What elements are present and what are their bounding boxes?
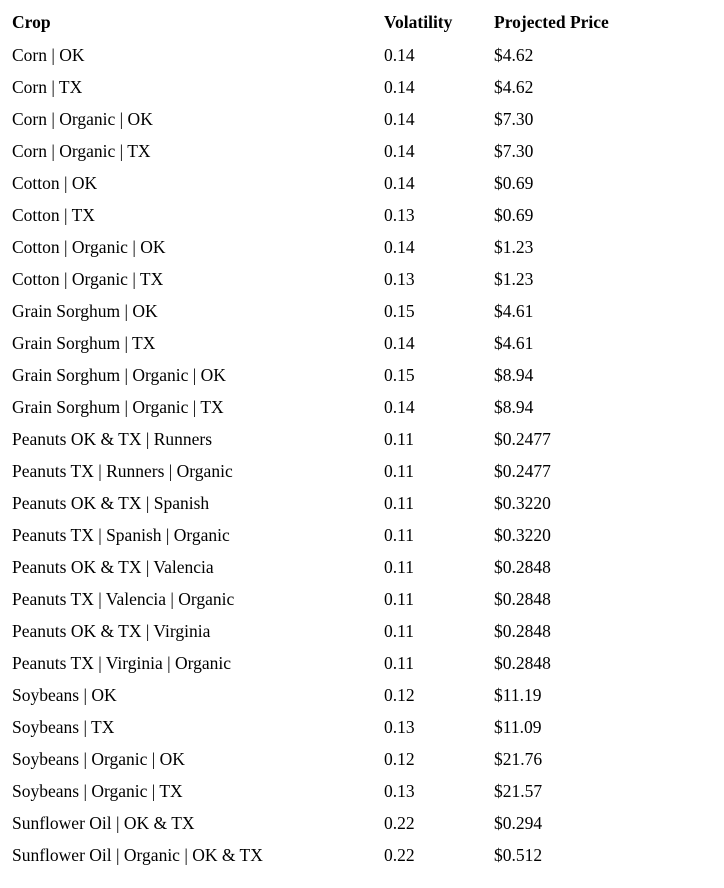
cell-volatility: 0.13 xyxy=(384,205,415,225)
table-row xyxy=(0,231,724,263)
crop-volatility-table xyxy=(0,6,724,871)
cell-volatility: 0.11 xyxy=(384,653,414,673)
column-header-volatility: Volatility xyxy=(384,12,453,32)
cell-projected-price: $8.94 xyxy=(494,397,534,417)
cell-crop: Grain Sorghum | Organic | OK xyxy=(12,365,226,385)
cell-volatility: 0.14 xyxy=(384,397,415,417)
table-row xyxy=(0,551,724,583)
table-row xyxy=(0,839,724,871)
cell-projected-price: $11.19 xyxy=(494,685,542,705)
table-header-row xyxy=(0,6,724,39)
cell-volatility: 0.14 xyxy=(384,333,415,353)
cell-crop: Cotton | Organic | TX xyxy=(12,269,164,289)
cell-projected-price: $4.62 xyxy=(494,45,534,65)
cell-projected-price: $0.294 xyxy=(494,813,543,833)
cell-projected-price: $0.512 xyxy=(494,845,543,865)
cell-volatility: 0.11 xyxy=(384,493,414,513)
table-row xyxy=(0,167,724,199)
cell-crop: Peanuts OK & TX | Valencia xyxy=(12,557,214,577)
table-row xyxy=(0,103,724,135)
cell-volatility: 0.13 xyxy=(384,781,415,801)
table-row xyxy=(0,135,724,167)
table-row xyxy=(0,519,724,551)
cell-crop: Sunflower Oil | OK & TX xyxy=(12,813,195,833)
cell-projected-price: $0.3220 xyxy=(494,525,551,545)
table-row xyxy=(0,327,724,359)
cell-crop: Peanuts TX | Virginia | Organic xyxy=(12,653,232,673)
cell-projected-price: $1.23 xyxy=(494,237,534,257)
cell-projected-price: $0.2848 xyxy=(494,589,551,609)
cell-projected-price: $7.30 xyxy=(494,109,534,129)
cell-crop: Peanuts OK & TX | Virginia xyxy=(12,621,211,641)
table-row xyxy=(0,295,724,327)
table-row xyxy=(0,39,724,71)
column-header-crop: Crop xyxy=(12,12,51,32)
cell-crop: Grain Sorghum | TX xyxy=(12,333,156,353)
cell-volatility: 0.11 xyxy=(384,525,414,545)
table-row xyxy=(0,487,724,519)
cell-volatility: 0.11 xyxy=(384,621,414,641)
cell-volatility: 0.14 xyxy=(384,173,415,193)
cell-projected-price: $8.94 xyxy=(494,365,534,385)
cell-volatility: 0.11 xyxy=(384,461,414,481)
cell-crop: Cotton | OK xyxy=(12,173,98,193)
cell-crop: Corn | TX xyxy=(12,77,83,97)
table-body xyxy=(0,39,724,871)
table-row xyxy=(0,423,724,455)
cell-volatility: 0.11 xyxy=(384,589,414,609)
cell-volatility: 0.14 xyxy=(384,45,415,65)
cell-volatility: 0.22 xyxy=(384,813,415,833)
cell-volatility: 0.14 xyxy=(384,237,415,257)
cell-projected-price: $21.76 xyxy=(494,749,543,769)
cell-projected-price: $0.2848 xyxy=(494,557,551,577)
cell-projected-price: $0.2848 xyxy=(494,621,551,641)
column-header-projected-price: Projected Price xyxy=(494,12,609,32)
table-header xyxy=(0,6,724,39)
cell-crop: Sunflower Oil | Organic | OK & TX xyxy=(12,845,263,865)
cell-projected-price: $0.69 xyxy=(494,173,534,193)
cell-crop: Peanuts TX | Valencia | Organic xyxy=(12,589,235,609)
cell-volatility: 0.13 xyxy=(384,269,415,289)
cell-volatility: 0.15 xyxy=(384,365,415,385)
cell-volatility: 0.14 xyxy=(384,141,415,161)
cell-volatility: 0.11 xyxy=(384,429,414,449)
cell-volatility: 0.14 xyxy=(384,77,415,97)
cell-crop: Corn | Organic | OK xyxy=(12,109,153,129)
cell-crop: Soybeans | OK xyxy=(12,685,117,705)
cell-volatility: 0.13 xyxy=(384,717,415,737)
cell-crop: Soybeans | TX xyxy=(12,717,115,737)
cell-crop: Cotton | TX xyxy=(12,205,95,225)
cell-crop: Grain Sorghum | OK xyxy=(12,301,158,321)
cell-crop: Grain Sorghum | Organic | TX xyxy=(12,397,224,417)
table-row xyxy=(0,263,724,295)
cell-projected-price: $11.09 xyxy=(494,717,542,737)
cell-crop: Corn | Organic | TX xyxy=(12,141,151,161)
cell-projected-price: $0.2477 xyxy=(494,461,551,481)
table-row xyxy=(0,455,724,487)
cell-volatility: 0.22 xyxy=(384,845,415,865)
cell-crop: Soybeans | Organic | OK xyxy=(12,749,185,769)
cell-projected-price: $4.62 xyxy=(494,77,534,97)
table-row xyxy=(0,743,724,775)
cell-crop: Peanuts TX | Runners | Organic xyxy=(12,461,233,481)
cell-projected-price: $4.61 xyxy=(494,333,534,353)
cell-volatility: 0.12 xyxy=(384,685,415,705)
table-row xyxy=(0,583,724,615)
cell-volatility: 0.15 xyxy=(384,301,415,321)
cell-volatility: 0.14 xyxy=(384,109,415,129)
cell-crop: Peanuts TX | Spanish | Organic xyxy=(12,525,230,545)
table-row xyxy=(0,647,724,679)
table-row xyxy=(0,359,724,391)
cell-projected-price: $21.57 xyxy=(494,781,543,801)
table-row xyxy=(0,679,724,711)
table-row xyxy=(0,615,724,647)
cell-projected-price: $1.23 xyxy=(494,269,534,289)
table-row xyxy=(0,775,724,807)
cell-projected-price: $0.69 xyxy=(494,205,534,225)
cell-crop: Corn | OK xyxy=(12,45,85,65)
cell-crop: Cotton | Organic | OK xyxy=(12,237,166,257)
table-row xyxy=(0,199,724,231)
table-row xyxy=(0,711,724,743)
cell-projected-price: $0.3220 xyxy=(494,493,551,513)
cell-projected-price: $4.61 xyxy=(494,301,534,321)
cell-volatility: 0.12 xyxy=(384,749,415,769)
cell-crop: Peanuts OK & TX | Spanish xyxy=(12,493,210,513)
cell-projected-price: $7.30 xyxy=(494,141,534,161)
cell-projected-price: $0.2477 xyxy=(494,429,551,449)
cell-crop: Soybeans | Organic | TX xyxy=(12,781,183,801)
table-row xyxy=(0,71,724,103)
table-row xyxy=(0,807,724,839)
cell-volatility: 0.11 xyxy=(384,557,414,577)
table-row xyxy=(0,391,724,423)
cell-crop: Peanuts OK & TX | Runners xyxy=(12,429,213,449)
cell-projected-price: $0.2848 xyxy=(494,653,551,673)
